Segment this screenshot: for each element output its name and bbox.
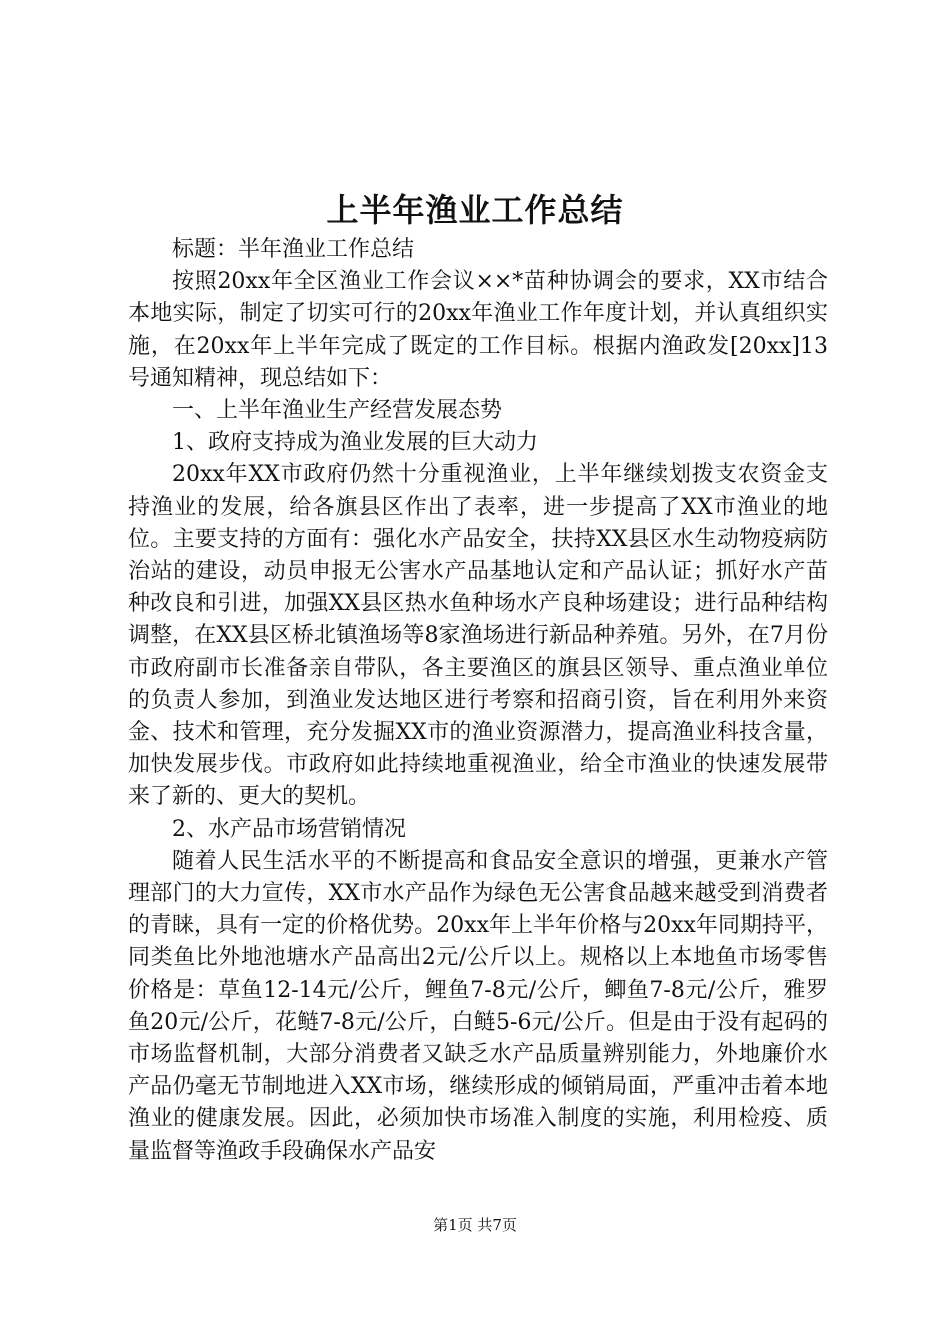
subsection-heading: 1、政府支持成为渔业发展的巨大动力 <box>172 430 538 456</box>
document-title: 上半年渔业工作总结 <box>326 191 624 229</box>
intro-paragraph: 按照20xx年全区渔业工作会议××*苗种协调会的要求，XX市结合本地实际，制定了切实可行的20xx年渔业工作年度计划，并认真组织实施，在20xx年上半年完成了既定的工作目标。根据内渔政发[20xx]13号通知精神，现总结如下： <box>128 269 828 391</box>
subtitle-paragraph: 标题：半年渔业工作总结 <box>172 237 415 262</box>
document-body <box>128 234 828 1168</box>
section-heading: 一、上半年渔业生产经营发展态势 <box>172 398 503 424</box>
page-footer: 第1页 共7页 <box>433 1216 517 1234</box>
subsection-heading: 2、水产品市场营销情况 <box>172 816 406 842</box>
body-paragraph: 20xx年XX市政府仍然十分重视渔业，上半年继续划拨支农资金支持渔业的发展，给各旗县区作出了表率，进一步提高了XX市渔业的地位。主要支持的方面有：强化水产品安全，扶持XX县区水生动物疫病防治站的建设，动员申报无公害水产品基地认定和产品认证；抓好水产苗种改良和引进，加强XX县区热水鱼种场水产良种场建设；进行品种结构调整，在XX县区桥北镇渔场等8家渔场进行新品种养殖。另外，在7月份市政府副市长准备亲自带队，各主要渔区的旗县区领导、重点渔业单位的负责人参加，到渔业发达地区进行考察和招商引资，旨在利用外来资金、技术和管理，充分发掘XX市的渔业资源潜力，提高渔业科技含量，加快发展步伐。市政府如此持续地重视渔业，给全市渔业的快速发展带来了新的、更大的契机。 <box>128 462 828 810</box>
body-paragraph: 随着人民生活水平的不断提高和食品安全意识的增强，更兼水产管理部门的大力宣传，XX市水产品作为绿色无公害食品越来越受到消费者的青睐，具有一定的价格优势。20xx年上半年价格与20xx年同期持平，同类鱼比外地池塘水产品高出2元/公斤以上。规格以上本地鱼市场零售价格是：草鱼12-14元/公斤，鲤鱼7-8元/公斤，鲫鱼7-8元/公斤，雅罗鱼20元/公斤，花鲢7-8元/公斤，白鲢5-6元/公斤。但是由于没有起码的市场监督机制，大部分消费者又缺乏水产品质量辨别能力，外地廉价水产品仍毫无节制地进入XX市场，继续形成的倾销局面，严重冲击着本地渔业的健康发展。因此，必须加快市场准入制度的实施，利用检疫、质量监督等渔政手段确保水产品安 <box>128 848 828 1164</box>
